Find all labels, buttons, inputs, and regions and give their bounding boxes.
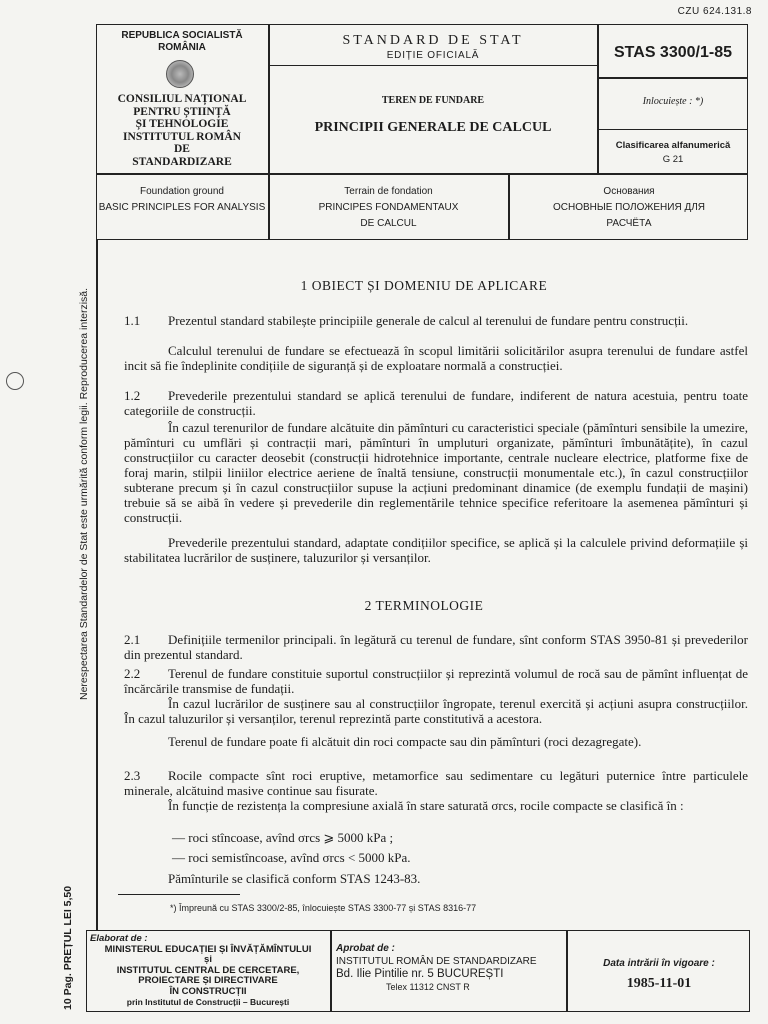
- footer-elaborat-line3: INSTITUTUL CENTRAL DE CERCETARE,: [116, 964, 300, 976]
- footer-elaborat-line1: MINISTERUL EDUCAȚIEI ȘI ÎNVĂȚĂMÎNTULUI: [104, 943, 312, 955]
- para-2-2: [124, 666, 748, 696]
- edition-label: EDIȚIE OFICIALĂ: [386, 50, 480, 61]
- para-1-2c: Prevederile prezentului standard, adaptate condițiilor specifice, se aplică și la calculele privind deformațiile și stabilitatea lucrărilor de susținere, taluzurilor și versanților.: [124, 535, 748, 565]
- para-1-2b: În cazul terenurilor de fundare alcătuite din pămînturi cu caracteristici speciale (pămînturi sensibile la umezire, pămînturi cu umflări și contracții mari, pămînturi în umpluturi organizate, pămînturi îmbunătățite), în cazul construcțiilor cu caracter deosebit (construcții hidrotehnice importante, centrale nucleare electrice, platforme fixe de foraj marin, stilpii liniilor electrice aeriene de înaltă tensiune, construcții monumentale etc.), în cazul construcțiilor subterane precum și în cazul construcțiilor supuse la acțiuni predominant dinamice (de exemplu fundații de mașini) trebuie să se aibă în vedere și prevederile din reglementările tehnice specifice referitoare la asemenea pămînturi și construcții.: [124, 420, 748, 525]
- para-1-1b: Calculul terenului de fundare se efectuează în scopul limitării solicitărilor asupra terenului de fundare astfel incit să fie îndeplinite condițiile de siguranță și de exploatare normală a construcției.: [124, 343, 748, 373]
- document-title: PRINCIPII GENERALE DE CALCUL: [314, 120, 552, 135]
- footer-aprobat-line1: INSTITUTUL ROMÂN DE STANDARDIZARE: [336, 956, 537, 967]
- footer-aprobat-line2: Bd. Ilie Pintilie nr. 5 BUCUREȘTI: [336, 968, 504, 980]
- footer-elaborat-line2: și: [204, 954, 212, 965]
- translation-fr-line2: PRINCIPES FONDAMENTAUX: [318, 202, 459, 213]
- para-2-1-text: Definițiile termenilor principali. în legătură cu terenul de fundare, sînt conform STAS 3950-81 și prevederilor din prezentul standard.: [124, 632, 748, 662]
- footer-aprobat-line3: Telex 11312 CNST R: [386, 982, 470, 992]
- para-1-2: [124, 388, 748, 418]
- header-council: [98, 93, 266, 168]
- para-2-3c: Pămînturile se clasifică conform STAS 1243-83.: [168, 871, 421, 886]
- para-2-1-number: 2.1: [124, 632, 141, 647]
- header-council-line2: PENTRU ȘTIINȚĂ: [133, 105, 231, 118]
- header-republic-line2: ROMÂNIA: [158, 42, 206, 53]
- translation-fr-line3: DE CALCUL: [360, 218, 417, 229]
- footer-aprobat-label: Aprobat de :: [336, 943, 395, 954]
- para-2-3-number: 2.3: [124, 768, 141, 783]
- list-item-rocks-2: — roci semistîncoase, avînd σrcs < 5000 kPa.: [172, 850, 411, 865]
- margin-price: 10 Pag. PREȚUL LEI 5,50: [62, 885, 74, 1010]
- para-2-3b: În funcție de rezistența la compresiune axială în stare saturată σrcs, rocile compacte se clasifică în :: [168, 798, 684, 813]
- translation-fr-line1: Terrain de fondation: [344, 186, 433, 197]
- translation-ru-line1: Основания: [603, 186, 655, 197]
- header-institute-line3: STANDARDIZARE: [132, 155, 232, 168]
- para-2-3-text: Rocile compacte sînt roci eruptive, metamorfice sau sedimentare cu legături puternice între particulele minerale, alcătuind masive continue sau fisurate.: [124, 768, 748, 798]
- list-item-rocks-1: — roci stîncoase, avînd σrcs ⩾ 5000 kPa ;: [172, 830, 394, 845]
- header-institute-line2: DE: [174, 143, 190, 155]
- punch-hole-icon: [6, 372, 24, 390]
- header-council-line1: CONSILIUL NAȚIONAL: [117, 93, 247, 105]
- footer-aprobat: [336, 942, 562, 994]
- translation-en-line1: Foundation ground: [140, 186, 224, 197]
- classification-code: G 21: [662, 154, 684, 165]
- para-2-2b: În cazul lucrărilor de susținere sau al construcțiilor îngropate, terenul exercită și acțiuni asupra construcțiilor. În cazul taluzurilor și versanților, terenul reprezintă parte constitutivă a acestora.: [124, 696, 748, 726]
- header-republic-line1: REPUBLICA SOCIALISTĂ: [121, 30, 243, 41]
- footer-date-label: Data intrării în vigoare :: [603, 958, 715, 969]
- header-republic: [98, 30, 266, 54]
- para-1-1: [124, 313, 748, 328]
- para-2-2-number: 2.2: [124, 666, 141, 681]
- section1-heading: 1 OBIECT ȘI DOMENIU DE APLICARE: [300, 278, 548, 293]
- subject-label: TEREN DE FUNDARE: [381, 95, 485, 106]
- para-2-2-text: Terenul de fundare constituie suportul construcțiilor și reprezintă volumul de rocă sau de pămînt influențat de încărcările transmise de fundații.: [124, 666, 748, 696]
- section2-heading: 2 TERMINOLOGIE: [364, 598, 484, 613]
- reference-code: CZU 624.131.8: [677, 6, 752, 17]
- header-institute-line1: INSTITUTUL ROMÂN: [123, 130, 241, 143]
- para-2-2c: Terenul de fundare poate fi alcătuit din roci compacte sau din pămînturi (roci dezagregate).: [168, 734, 642, 749]
- para-1-2-number: 1.2: [124, 388, 141, 403]
- margin-legal-note: Nerespectarea Standardelor de Stat este urmărită conform legii. Reproducerea interzisă.: [78, 287, 90, 700]
- footer-elaborat-line6: prin Institutul de Construcții – București: [126, 997, 290, 1007]
- classification-label: Clasificarea alfanumerică: [615, 140, 731, 151]
- footer-elaborat-line4: PROIECTARE ȘI DIRECTIVARE: [138, 975, 278, 986]
- para-1-1-number: 1.1: [124, 313, 141, 328]
- translation-english: [98, 184, 266, 216]
- replaces-label: Inlocuiește : *): [642, 96, 704, 107]
- translation-russian: [510, 184, 748, 232]
- translation-french: [270, 184, 507, 232]
- footnote: *) Împreună cu STAS 3300/2-85, înlocuiește STAS 3300-77 și STAS 8316-77: [170, 903, 477, 913]
- standard-de-stat: STANDARD DE STAT: [342, 33, 524, 48]
- para-2-1: [124, 632, 748, 662]
- footer-elaborat: [90, 934, 326, 1008]
- para-1-1-text: Prezentul standard stabilește principiile generale de calcul al terenului de fundare pentru construcții.: [168, 313, 689, 328]
- para-1-2-text: Prevederile prezentului standard se aplică terenului de fundare, indiferent de natura acestuia, pentru toate categoriile de construcții.: [124, 388, 748, 418]
- coat-of-arms-icon: [166, 60, 194, 88]
- stas-number: STAS 3300/1-85: [614, 44, 732, 61]
- footer-elaborat-label: Elaborat de :: [90, 933, 148, 944]
- translation-ru-line2: ОСНОВНЫЕ ПОЛОЖЕНИЯ ДЛЯ: [552, 202, 706, 213]
- translation-ru-line3: РАСЧЁТА: [606, 218, 652, 229]
- footer-date-value: 1985-11-01: [626, 976, 692, 991]
- header-council-line3: ȘI TEHNOLOGIE: [135, 118, 229, 130]
- translation-en-line2: BASIC PRINCIPLES FOR ANALYSIS: [98, 202, 266, 213]
- para-2-3: [124, 768, 748, 798]
- footer-elaborat-line5: ÎN CONSTRUCȚII: [169, 985, 247, 997]
